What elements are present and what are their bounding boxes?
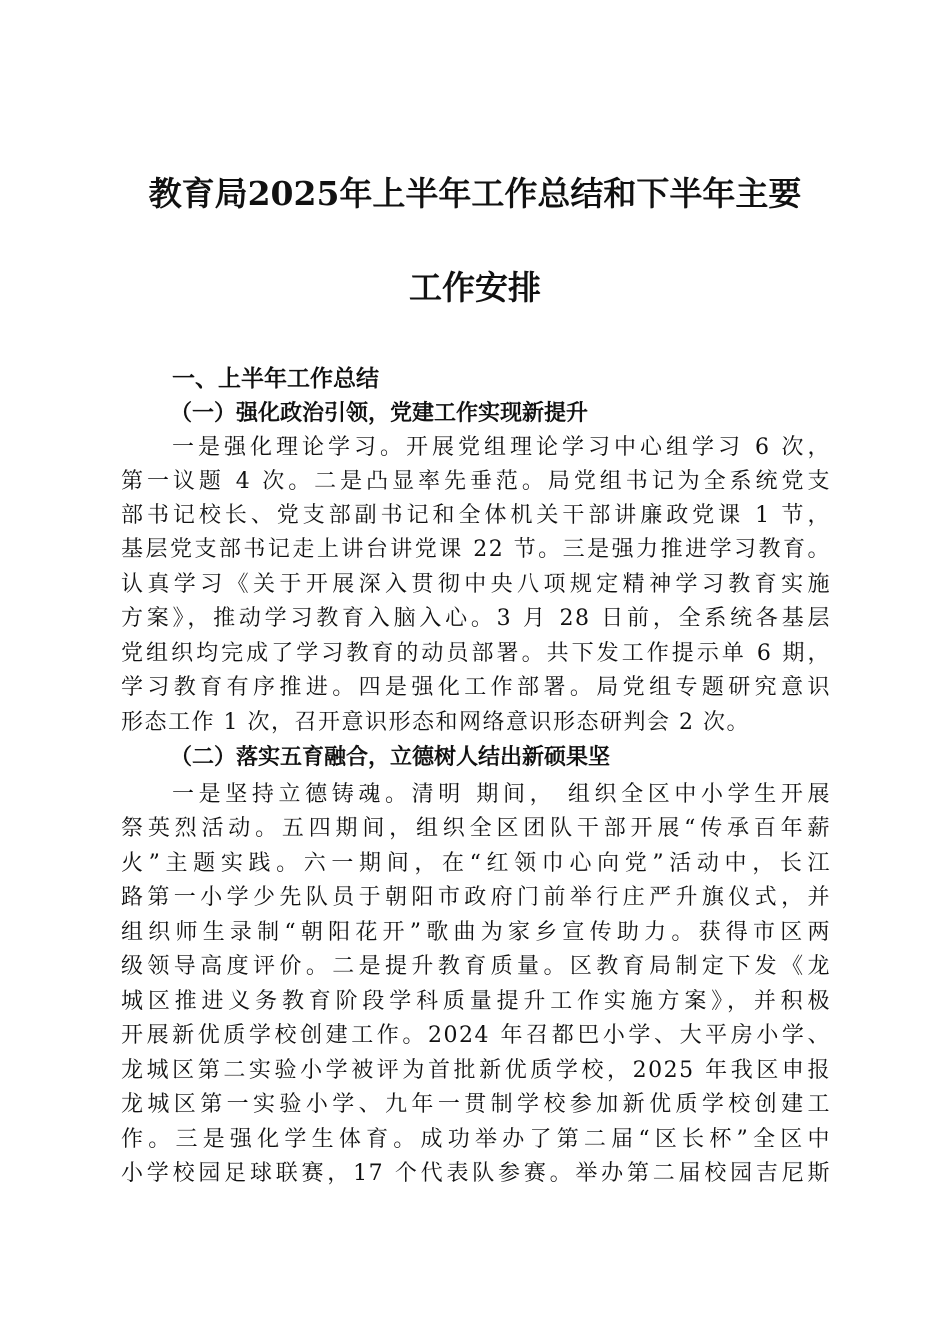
paragraph-line: 方案》，推动学习教育入脑入心。3 月 28 日前，全系统各基层 <box>121 606 831 631</box>
paragraph-line: 第一议题 4 次。二是凸显率先垂范。局党组书记为全系统党支 <box>121 469 831 494</box>
paragraph-line: 作。三是强化学生体育。成功举办了第二届“区长杯”全区中 <box>121 1127 831 1152</box>
paragraph-line: 认真学习《关于开展深入贯彻中央八项规定精神学习教育实施 <box>121 572 831 597</box>
paragraph-line: 开展新优质学校创建工作。2024 年召都巴小学、大平房小学、 <box>121 1023 831 1048</box>
paragraph-line: 祭英烈活动。五四期间，组织全区团队干部开展“传承百年薪 <box>121 816 831 841</box>
paragraph-line: 学习教育有序推进。四是强化工作部署。局党组专题研究意识 <box>121 675 831 700</box>
paragraph-line: 党组织均完成了学习教育的动员部署。共下发工作提示单 6 期， <box>121 641 831 666</box>
paragraph-line: 路第一小学少先队员于朝阳市政府门前举行庄严升旗仪式，并 <box>121 885 831 910</box>
paragraph-line: 部书记校长、党支部副书记和全体机关干部讲廉政党课 1 节， <box>121 503 831 528</box>
section-heading-1: 一、上半年工作总结 <box>172 366 379 392</box>
paragraph-line: 小学校园足球联赛，17 个代表队参赛。举办第二届校园吉尼斯 <box>121 1161 831 1186</box>
paragraph-line: 组织师生录制“朝阳花开”歌曲为家乡宣传助力。获得市区两 <box>121 920 831 945</box>
paragraph-line: 火”主题实践。六一期间，在“红领巾心向党”活动中，长江 <box>121 851 831 876</box>
paragraph-line: 形态工作 1 次，召开意识形态和网络意识形态研判会 2 次。 <box>121 710 750 735</box>
subsection-heading-2: （二）落实五育融合，立德树人结出新硕果坚 <box>170 744 611 770</box>
paragraph-line: 龙城区第二实验小学被评为首批新优质学校，2025 年我区申报 <box>121 1058 831 1083</box>
paragraph-line: 城区推进义务教育阶段学科质量提升工作实施方案》，并积极 <box>121 989 831 1014</box>
document-title-line-2: 工作安排 <box>409 268 541 307</box>
document-title-line-1: 教育局2025年上半年工作总结和下半年主要 <box>148 174 802 213</box>
paragraph-line: 一是坚持立德铸魂。清明 期间， 组织全区中小学生开展 <box>172 782 831 807</box>
paragraph-line: 一是强化理论学习。开展党组理论学习中心组学习 6 次， <box>172 435 831 460</box>
paragraph-line: 级领导高度评价。二是提升教育质量。区教育局制定下发《龙 <box>121 954 831 979</box>
subsection-heading-1: （一）强化政治引领，党建工作实现新提升 <box>170 400 589 426</box>
paragraph-line: 基层党支部书记走上讲台讲党课 22 节。三是强力推进学习教育。 <box>121 537 831 562</box>
paragraph-line: 龙城区第一实验小学、九年一贯制学校参加新优质学校创建工 <box>121 1092 831 1117</box>
